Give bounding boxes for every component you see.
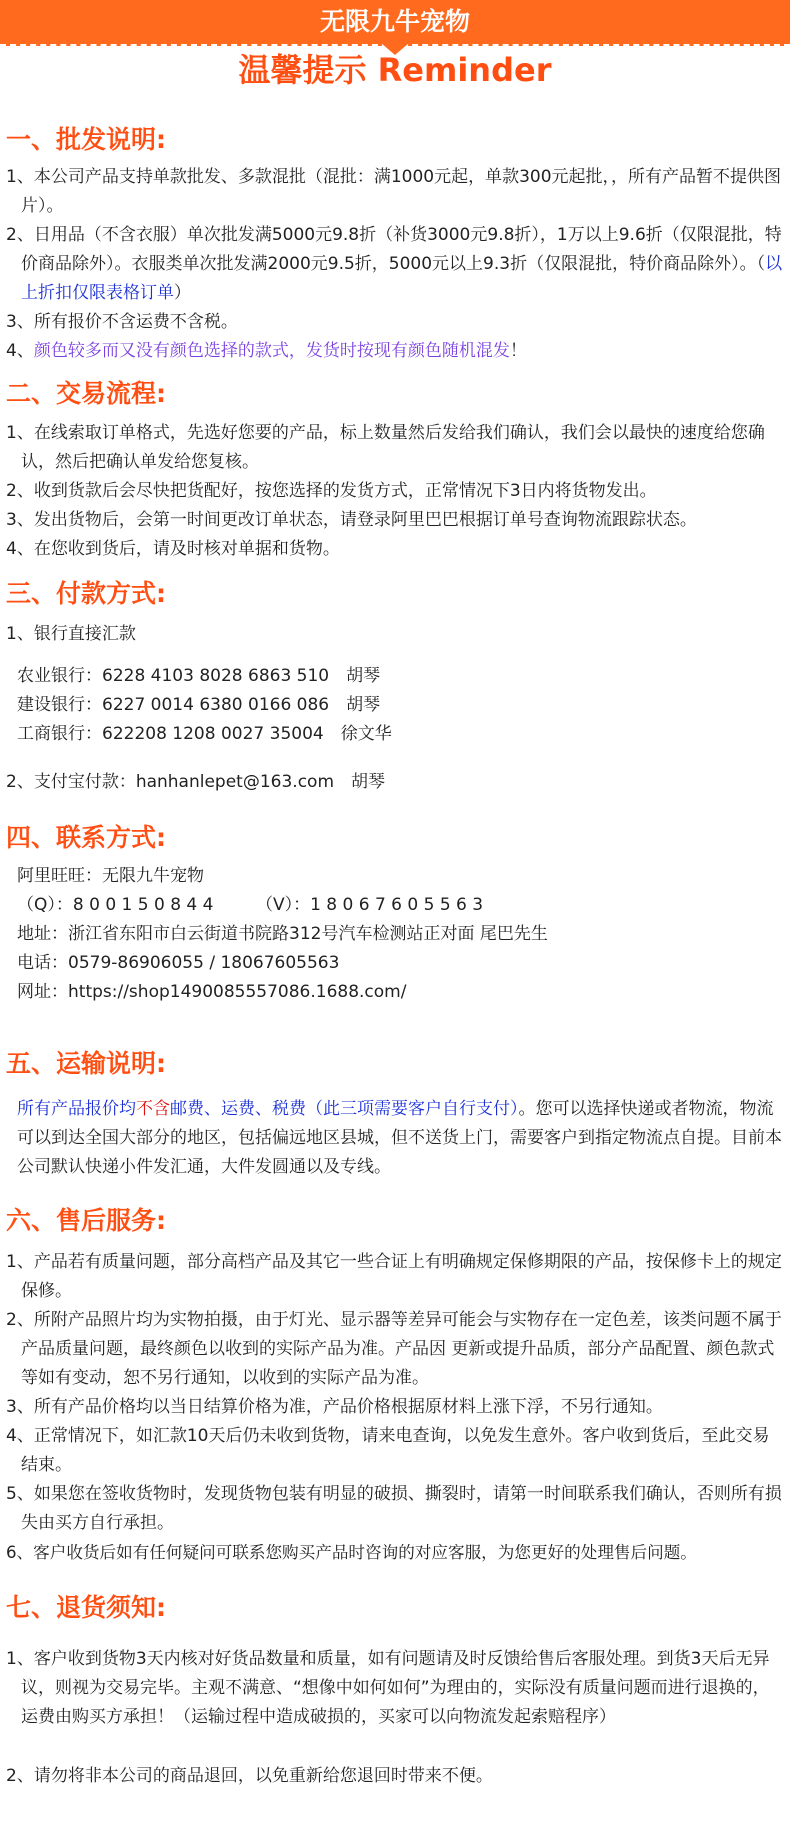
top-banner: [0, 0, 790, 46]
process-item-2: 2、收到货款后会尽快把货配好，按您选择的发货方式，正常情况下3日内将货物发出。: [6, 481, 657, 501]
wholesale-item-2-highlight: 以上折扣仅限表格订单: [21, 254, 783, 303]
bank-agricultural: 农业银行：6228 4103 8028 6863 510 胡琴: [17, 666, 381, 686]
payment-alipay: 2、支付宝付款：hanhanlepet@163.com 胡琴: [6, 772, 386, 792]
wholesale-item-4-highlight: 颜色较多而又没有颜色选择的款式，发货时按现有颜色随机混发: [33, 341, 510, 361]
wholesale-item-4: [6, 337, 784, 366]
section-returns-heading: 七、退货须知:: [6, 1593, 166, 1622]
shipping-text-not-included: 不含: [136, 1099, 170, 1119]
aftersales-item-3: 3、所有产品价格均以当日结算价格为准，产品价格根据原材料上涨下浮，不另行通知。: [6, 1397, 663, 1417]
section-contact-heading: 四、联系方式:: [6, 823, 166, 852]
shipping-text-rest: 。您可以选择快递或者物流，物流可以到达全国大部分的地区，包括偏远地区县城，但不送货上门，需要客户到指定物流点自提。目前本公司默认快递小件发汇通，大件发圆通以及专线。: [17, 1099, 782, 1177]
wholesale-item-1: 1、本公司产品支持单款批发、多款混批（混批：满1000元起，单款300元起批，，所有产品暂不提供图片）。: [6, 167, 782, 216]
contact-website[interactable]: 网址：https://shop1490085557086.1688.com/: [17, 982, 407, 1002]
aftersales-item-4: 4、正常情况下，如汇款10天后仍未收到货物，请来电查询，以免发生意外。客户收到货后，至此交易结束。: [6, 1426, 770, 1475]
wholesale-item-4-num: 4、: [6, 341, 34, 361]
process-item-3: 3、发出货物后，会第一时间更改订单状态，请登录阿里巴巴根据订单号查询物流跟踪状态。: [6, 510, 697, 530]
payment-item-1: 1、银行直接汇款: [6, 624, 136, 644]
wholesale-item-3: 3、所有报价不含运费不含税。: [6, 312, 238, 332]
contact-phone: 电话：0579-86906055 / 18067605563: [17, 953, 340, 973]
shipping-text-a: 所有产品报价均: [17, 1099, 136, 1119]
aftersales-item-6: 6、客户收货后如有任何疑问可联系您购买产品时咨询的对应客服，为您更好的处理售后问题。: [6, 1543, 697, 1562]
bank-icbc: 工商银行：622208 1208 0027 35004 徐文华: [17, 724, 392, 744]
section-shipping-heading: 五、运输说明:: [6, 1049, 166, 1078]
returns-item-1: 1、客户收到货物3天内核对好货品数量和质量，如有问题请及时反馈给售后客服处理。到货3天后无异议，则视为交易完毕。主观不满意、“想像中如何如何”为理由的，实际没有质量问题而进行退换的，运费由购买方承担！（运输过程中造成破损的，买家可以向物流发起索赔程序）: [6, 1649, 770, 1727]
wholesale-item-2-end: ）: [174, 283, 191, 303]
contact-address: 地址：浙江省东阳市白云街道书院路312号汽车检测站正对面 尾巴先生: [17, 924, 548, 944]
bank-construction: 建设银行：6227 0014 6380 0166 086 胡琴: [17, 695, 381, 715]
section-payment-heading: 三、付款方式:: [6, 579, 166, 608]
process-item-1: 1、在线索取订单格式，先选好您要的产品，标上数量然后发给我们确认，我们会以最快的速度给您确认，然后把确认单发给您复核。: [6, 423, 765, 472]
aftersales-item-5: 5、如果您在签收货物时，发现货物包装有明显的破损、撕裂时，请第一时间联系我们确认，否则所有损失由买方自行承担。: [6, 1484, 782, 1533]
wholesale-item-2: [6, 221, 784, 308]
contact-qq-wechat: （Q）：8 0 0 1 5 0 8 4 4 （V）：1 8 0 6 7 6 0 5 5 6 3: [17, 895, 484, 915]
aftersales-item-1: 1、产品若有质量问题，部分高档产品及其它一些合证上有明确规定保修期限的产品，按保修卡上的规定保修。: [6, 1252, 782, 1301]
wholesale-item-4-end: ！: [509, 341, 527, 361]
reminder-title: 温馨提示 Reminder: [238, 51, 552, 89]
wholesale-item-2-text: 2、日用品（不含衣服）单次批发满5000元9.8折（补货3000元9.8折），1万以上9.6折（仅限混批，特价商品除外）。衣服类单次批发满2000元9.5折，5000元以上9.3折（仅限混批，特价商品除外）。（: [6, 225, 782, 274]
shipping-text-fees: 邮费、运费、税费（此三项需要客户自行支付）: [170, 1099, 519, 1119]
contact-aliwangwang: 阿里旺旺：无限九牛宠物: [17, 866, 204, 886]
section-aftersales-heading: 六、售后服务:: [6, 1206, 166, 1235]
section-process-heading: 二、交易流程:: [6, 379, 166, 408]
returns-item-2: 2、请勿将非本公司的商品退回，以免重新给您退回时带来不便。: [6, 1766, 493, 1786]
shop-name: 无限九牛宠物: [319, 7, 470, 36]
shipping-text: [6, 1095, 784, 1182]
process-item-4: 4、在您收到货后，请及时核对单据和货物。: [6, 539, 340, 559]
aftersales-item-2: 2、所附产品照片均为实物拍摄，由于灯光、显示器等差异可能会与实物存在一定色差，该类问题不属于产品质量问题，最终颜色以收到的实际产品为准。产品因 更新或提升品质，部分产品配置、颜色款式等如有变动，恕不另行通知，以收到的实际产品为准。: [6, 1310, 782, 1388]
section-wholesale-heading: 一、批发说明:: [6, 125, 166, 154]
